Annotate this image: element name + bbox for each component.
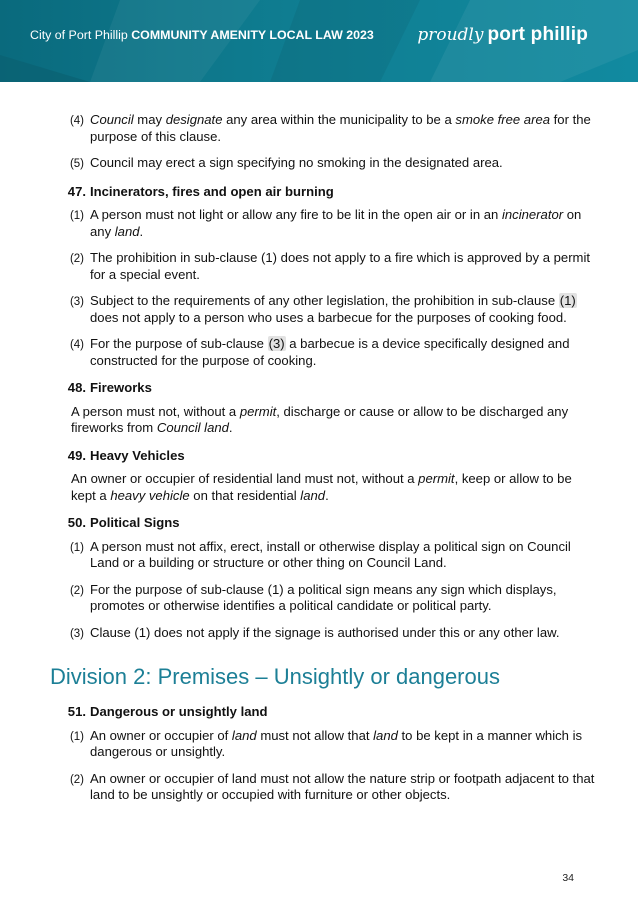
header-title-prefix: City of Port Phillip bbox=[30, 28, 132, 42]
text-fragment: must not allow that bbox=[256, 727, 374, 743]
text-fragment: may bbox=[133, 112, 166, 127]
text-fragment: A person must not light or allow any fire to be lit in the open air or in an bbox=[90, 207, 502, 222]
cross-reference[interactable]: (3) bbox=[268, 336, 285, 351]
term-heavy-vehicle: heavy vehicle bbox=[110, 487, 190, 503]
text-fragment: , keep or allow to be kept a bbox=[71, 471, 572, 503]
subclause-number: (3) bbox=[69, 627, 84, 640]
subclause-text: The prohibition in sub-clause (1) does not apply to a fire which is approved by a permit for a special event. bbox=[90, 250, 591, 282]
clause51-sub2 bbox=[50, 771, 595, 804]
term-permit: permit bbox=[239, 403, 277, 419]
clause50-sub1 bbox=[50, 539, 595, 572]
clause-number: 48. bbox=[67, 380, 86, 395]
text-fragment: An owner or occupier of bbox=[90, 727, 232, 743]
clause-number: 51. bbox=[67, 704, 86, 719]
division-heading: Division 2: Premises – Unsightly or dangerous bbox=[50, 664, 500, 689]
clause47-sub2 bbox=[50, 250, 595, 283]
clause-number: 49. bbox=[67, 447, 86, 463]
term-permit: permit bbox=[418, 471, 455, 486]
term-council: Council bbox=[90, 112, 134, 127]
text-fragment: to be kept in a manner which is dangerous or unsightly. bbox=[90, 727, 583, 759]
text-fragment: . bbox=[139, 223, 144, 239]
text-fragment: a barbecue is a device specifically designed and constructed for the purpose of cooking. bbox=[90, 336, 570, 368]
clause50-sub3 bbox=[50, 625, 595, 643]
subclause-number: (2) bbox=[69, 773, 84, 786]
subclause-number: (4) bbox=[69, 339, 84, 351]
term-designate: designate bbox=[165, 112, 223, 127]
subclause-number: (1) bbox=[69, 730, 84, 743]
subclause-number: (4) bbox=[69, 115, 84, 127]
clause46-sub5 bbox=[50, 155, 595, 173]
text-fragment: An owner or occupier of residential land must not, without a bbox=[71, 471, 419, 486]
clause-number: 50. bbox=[67, 515, 86, 530]
clause46-sub4 bbox=[50, 112, 595, 145]
text-fragment: does not apply to a person who uses a barbecue for the purposes of cooking food. bbox=[90, 309, 567, 325]
clause47-sub1 bbox=[50, 207, 595, 240]
document-body bbox=[50, 112, 595, 814]
page-header bbox=[0, 0, 638, 82]
page-number: 34 bbox=[562, 872, 574, 884]
proudly-port-phillip-logo bbox=[417, 24, 588, 46]
text-fragment: A person must not, without a bbox=[71, 403, 240, 419]
subclause-text bbox=[90, 207, 595, 240]
clause-title: Fireworks bbox=[90, 380, 152, 395]
subclause-text bbox=[90, 293, 595, 326]
term-land: land bbox=[114, 223, 140, 239]
subclause-text: An owner or occupier of land must not allow the nature strip or footpath adjacent to that land to be unsightly or occupied with furniture or other objects. bbox=[90, 770, 595, 802]
clause-number: 47. bbox=[67, 183, 86, 199]
subclause-number: (2) bbox=[69, 253, 84, 265]
clause51-heading bbox=[50, 704, 595, 721]
subclause-text: For the purpose of sub-clause (1) a political sign means any sign which displays, promotes or otherwise identifies a political candidate or political party. bbox=[90, 581, 557, 613]
logo-script: proudly bbox=[417, 25, 484, 45]
subclause-number: (1) bbox=[69, 541, 84, 554]
subclause-number: (3) bbox=[69, 296, 84, 308]
clause48-heading bbox=[50, 380, 595, 397]
cross-reference[interactable]: (1) bbox=[559, 293, 576, 308]
clause-title: Dangerous or unsightly land bbox=[90, 704, 268, 719]
subclause-text: A person must not affix, erect, install or otherwise display a political sign on Council Land or a building or structure or other thing on Council Land. bbox=[90, 538, 571, 570]
header-title-bold: COMMUNITY AMENITY LOCAL LAW 2023 bbox=[131, 28, 374, 42]
subclause-number: (5) bbox=[69, 158, 84, 170]
subclause-text: Council may erect a sign specifying no smoking in the designated area. bbox=[90, 155, 503, 170]
clause-title: Heavy Vehicles bbox=[90, 447, 185, 463]
logo-bold: port phillip bbox=[487, 24, 588, 45]
subclause-number: (1) bbox=[69, 210, 84, 222]
clause48-text bbox=[50, 404, 595, 437]
subclause-text bbox=[90, 728, 595, 761]
clause49-heading bbox=[50, 448, 595, 465]
text-fragment: For the purpose of sub-clause bbox=[90, 336, 268, 351]
clause50-heading bbox=[50, 515, 595, 532]
clause47-heading bbox=[50, 184, 595, 201]
clause50-sub2 bbox=[50, 582, 595, 615]
clause51-sub1 bbox=[50, 728, 595, 761]
header-title bbox=[30, 28, 374, 42]
subclause-number: (2) bbox=[69, 584, 84, 597]
clause47-sub4 bbox=[50, 336, 595, 369]
text-fragment: on any bbox=[90, 207, 582, 239]
clause-title: Incinerators, fires and open air burning bbox=[90, 183, 334, 199]
term-council-land: Council land bbox=[156, 420, 229, 435]
text-fragment: on that residential bbox=[189, 487, 301, 503]
text-fragment: for the purpose of this clause. bbox=[90, 112, 591, 144]
text-fragment: . bbox=[325, 487, 329, 503]
term-land: land bbox=[373, 727, 398, 743]
clause47-sub3 bbox=[50, 293, 595, 326]
subclause-text bbox=[90, 112, 595, 145]
text-fragment: any area within the municipality to be a bbox=[222, 112, 456, 127]
clause49-text bbox=[50, 471, 595, 504]
clause-title: Political Signs bbox=[90, 515, 180, 530]
term-land: land bbox=[231, 727, 257, 743]
term-land: land bbox=[300, 487, 326, 503]
text-fragment: Subject to the requirements of any other legislation, the prohibition in sub-clause bbox=[90, 293, 559, 308]
text-fragment: . bbox=[228, 420, 233, 435]
subclause-text bbox=[90, 336, 595, 369]
term-smoke-free-area: smoke free area bbox=[455, 112, 551, 127]
subclause-text: Clause (1) does not apply if the signage is authorised under this or any other law. bbox=[90, 624, 560, 640]
term-incinerator: incinerator bbox=[501, 207, 564, 222]
text-fragment: , discharge or cause or allow to be discharged any fireworks from bbox=[71, 403, 569, 435]
